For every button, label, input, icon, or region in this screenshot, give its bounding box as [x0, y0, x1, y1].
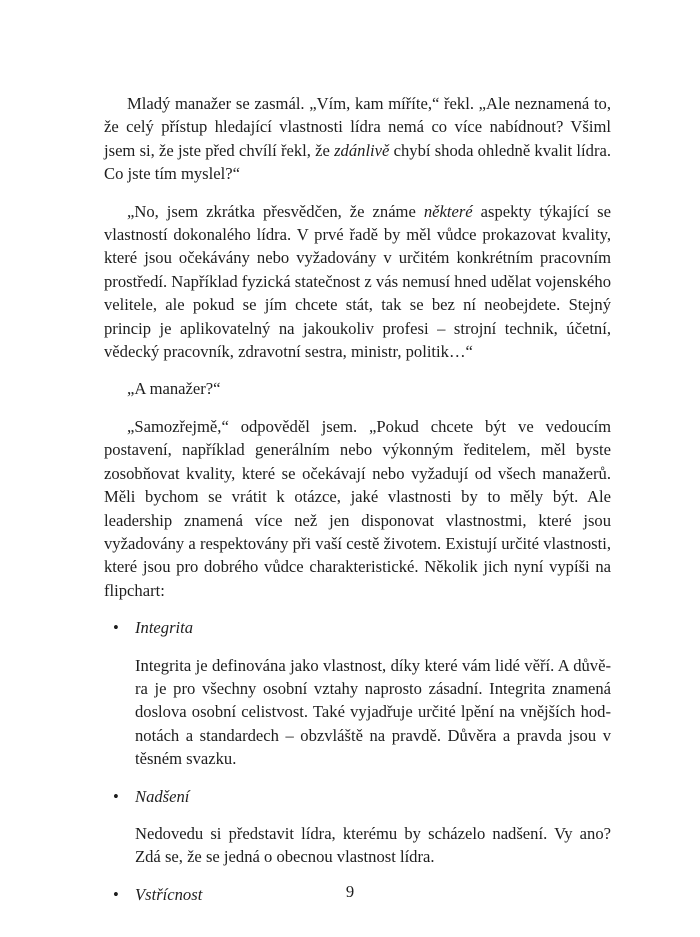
bullet-icon: •	[113, 786, 119, 806]
bullet-body: Integrita je definována jako vlastnost, díky které vám lidé věří. A důvěra je pro všechny osobní vztahy naprosto zásadní. Integrita znamená doslova osobní celistvost. Také vyjadřuje určité lpění na vnějších hodnotách a standardech – obzvláště na pravdě. Důvěra a pravda jsou v těsném svazku.	[135, 655, 611, 769]
bullet-item-integrita	[104, 616, 611, 639]
paragraph-2	[104, 200, 611, 364]
bullet-item-nadseni	[104, 785, 611, 808]
page-body	[104, 92, 611, 920]
paragraph-text: aspekty týkající se vlastností dokonalého lídra. V prvé řadě by měl vůdce prokazovat kvality, které jsou očekávány nebo vyžadovány v určitém konkrétním pracovním prostředí. Například fyzická statečnost z vás nemusí hned udělat vojenského velitele, ale pokud se jím chcete stát, tak se bez ní neobejdete. Stejný princip je aplikovatelný na jakoukoliv profesi – strojní technik, účetní, vědecký pracovník, zdravotní sestra, ministr, politik…“	[104, 201, 611, 362]
bullet-icon: •	[113, 884, 119, 904]
bullet-icon: •	[113, 618, 119, 638]
paragraph-text: Mladý manažer se zasmál. „Vím, kam míříte,“ řekl. „Ale neznamená to, že celý přístup hledající vlastnosti lídra nemá co více nabídnout? Všiml jsem si, že jste před chvílí řekl, že	[104, 94, 611, 160]
bullet-term: Nadšení	[135, 786, 190, 806]
paragraph-text: „Samozřejmě,“ odpověděl jsem. „Pokud chcete být ve vedoucím postavení, například generálním nebo výkonným ředitelem, měl byste zosobňovat kvality, které se očekávají nebo vyžadují od všech manažerů. Měli bychom se vrátit k otázce, jaké vlastnosti by to měly být. Ale leadership znamená více než jen disponovat vlastnostmi, které jsou vyžadovány a respektovány při vaší cestě životem. Existují určité vlastnosti, které jsou pro dobrého vůdce charakteristické. Několik jich nyní vypíši na flipchart:	[104, 416, 611, 600]
emphasis-text: zdánlivě	[334, 140, 390, 160]
bullet-term: Vstřícnost	[135, 884, 203, 904]
bullet-body: Nedovedu si představit lídra, kterému by scházelo nadšení. Vy ano? Zdá se, že se jedná o obecnou vlastnost lídra.	[135, 823, 611, 867]
paragraph-3	[104, 377, 611, 400]
paragraph-text: „No, jsem zkrátka přesvědčen, že známe	[127, 201, 424, 221]
page-number: 9	[345, 882, 355, 901]
paragraph-text: chybí shoda ohledně kvalit lídra. Co jste tím myslel?“	[104, 140, 611, 184]
paragraph-1	[104, 92, 611, 186]
paragraph-text: „A manažer?“	[127, 379, 221, 399]
emphasis-text: některé	[423, 201, 473, 221]
bullet-term: Integrita	[135, 618, 194, 638]
paragraph-4	[104, 415, 611, 602]
